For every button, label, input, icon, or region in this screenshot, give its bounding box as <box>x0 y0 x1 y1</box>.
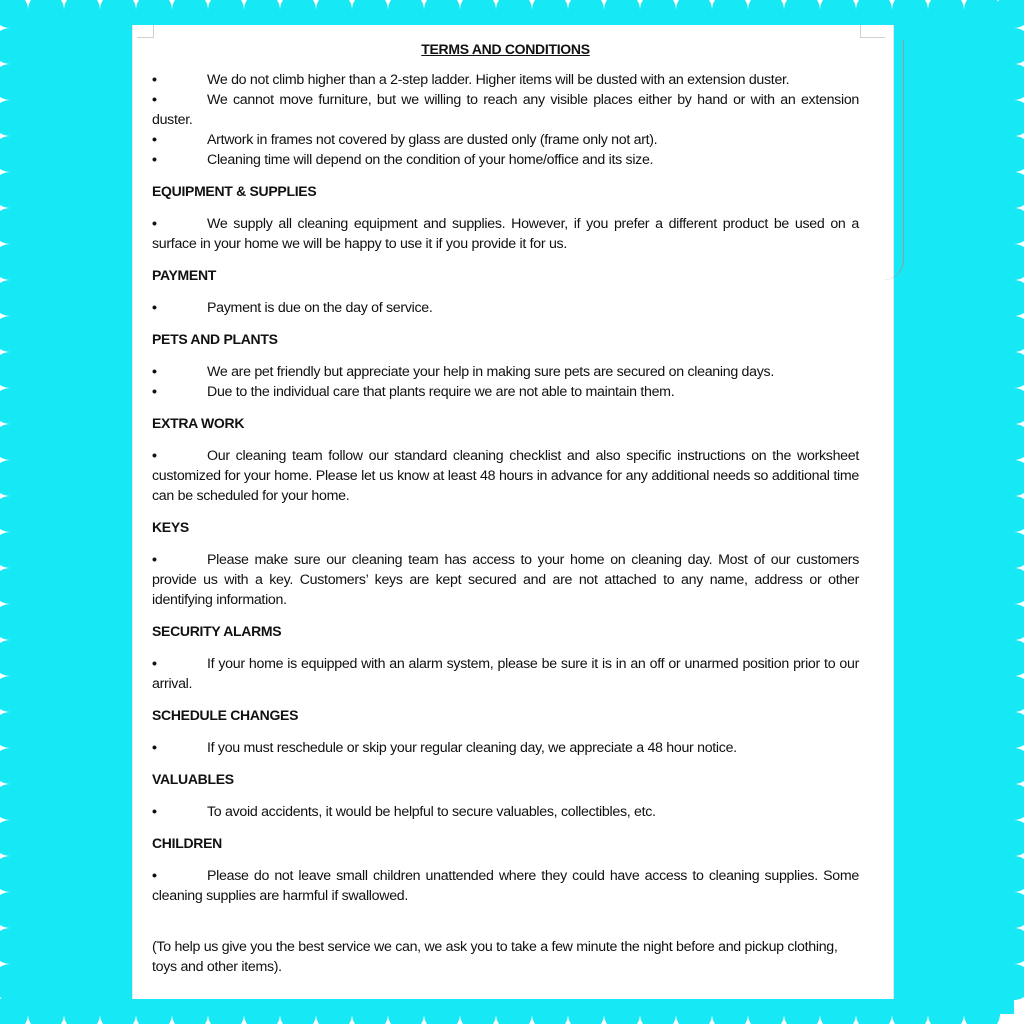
bullet-text: To avoid accidents, it would be helpful to secure valuables, collectibles, etc. <box>207 804 656 820</box>
bullet-text: If your home is equipped with an alarm system, please be sure it is in an off or unarmed position prior to our arrival. <box>152 656 859 692</box>
crop-mark-top-left <box>137 25 154 38</box>
bullet-text: Cleaning time will depend on the condition of your home/office and its size. <box>207 152 654 168</box>
bullet-icon: • <box>152 132 157 148</box>
document-page <box>132 25 894 999</box>
bullet-icon: • <box>152 868 157 884</box>
bullet-text: Please do not leave small children unattended where they could have access to cleaning supplies. Some cleaning supplies are harmful if swallowed. <box>152 868 859 904</box>
bullet-icon: • <box>152 552 157 568</box>
section-children <box>152 833 859 906</box>
bullet-icon: • <box>152 656 157 672</box>
bullet-item <box>152 70 859 90</box>
section-valuables <box>152 769 859 822</box>
bullet-icon: • <box>152 804 157 820</box>
bullet-item <box>152 446 859 506</box>
section-equipment-supplies <box>152 181 859 254</box>
sections-container <box>152 181 859 906</box>
bullet-text: Please make sure our cleaning team has access to your home on cleaning day. Most of our customers provide us with a key. Customers’ keys are kept secured and are not attached to any name, address or other identifying information. <box>152 552 859 608</box>
section-extra-work <box>152 413 859 506</box>
bullet-text: We cannot move furniture, but we willing to reach any visible places either by hand or with an extension duster. <box>152 92 859 128</box>
bullet-icon: • <box>152 152 157 168</box>
section-pets-and-plants <box>152 329 859 402</box>
bullet-item <box>152 130 859 150</box>
bullet-item <box>152 550 859 610</box>
intro-bullet-list <box>152 70 859 170</box>
bullet-icon: • <box>152 216 157 232</box>
bullet-item <box>152 802 859 822</box>
bullet-text: Due to the individual care that plants require we are not able to maintain them. <box>207 384 675 400</box>
crop-mark-top-right <box>860 25 885 38</box>
bullet-text: Artwork in frames not covered by glass are dusted only (frame only not art). <box>207 132 658 148</box>
section-heading: VALUABLES <box>152 771 234 787</box>
bullet-icon: • <box>152 448 157 464</box>
bullet-icon: • <box>152 384 157 400</box>
bullet-item <box>152 298 859 318</box>
section-heading: EXTRA WORK <box>152 415 245 431</box>
bullet-item <box>152 150 859 170</box>
bullet-item <box>152 738 859 758</box>
bullet-item <box>152 214 859 254</box>
bullet-text: Payment is due on the day of service. <box>207 300 433 316</box>
bullet-icon: • <box>152 92 157 108</box>
section-schedule-changes <box>152 705 859 758</box>
section-heading: SECURITY ALARMS <box>152 623 282 639</box>
section-heading: SCHEDULE CHANGES <box>152 707 299 723</box>
closing-note: (To help us give you the best service we can, we ask you to take a few minute the night before and pickup clothing, toys and other items). <box>152 939 838 975</box>
bullet-item <box>152 362 859 382</box>
bullet-text: Our cleaning team follow our standard cleaning checklist and also specific instructions on the worksheet customized for your home. Please let us know at least 48 hours in advance for any additional needs so additional time can be scheduled for your home. <box>152 448 859 504</box>
section-heading: PAYMENT <box>152 267 217 283</box>
bullet-text: If you must reschedule or skip your regular cleaning day, we appreciate a 48 hour notice. <box>207 740 737 756</box>
bullet-icon: • <box>152 740 157 756</box>
section-keys <box>152 517 859 610</box>
bullet-item <box>152 90 859 130</box>
bullet-text: We are pet friendly but appreciate your help in making sure pets are secured on cleaning days. <box>207 364 774 380</box>
section-heading: KEYS <box>152 519 189 535</box>
bullet-icon: • <box>152 300 157 316</box>
page-curl-line <box>883 40 904 280</box>
bullet-icon: • <box>152 364 157 380</box>
bullet-item <box>152 866 859 906</box>
bullet-icon: • <box>152 72 157 88</box>
section-heading: EQUIPMENT & SUPPLIES <box>152 183 317 199</box>
section-heading: CHILDREN <box>152 835 222 851</box>
bullet-item <box>152 654 859 694</box>
section-payment <box>152 265 859 318</box>
bullet-text: We supply all cleaning equipment and supplies. However, if you prefer a different product be used on a surface in your home we will be happy to use it if you provide it for us. <box>152 216 859 252</box>
section-security-alarms <box>152 621 859 694</box>
section-heading: PETS AND PLANTS <box>152 331 278 347</box>
bullet-text: We do not climb higher than a 2-step ladder. Higher items will be dusted with an extension duster. <box>207 72 790 88</box>
bullet-item <box>152 382 859 402</box>
document-title: TERMS AND CONDITIONS <box>421 41 590 57</box>
